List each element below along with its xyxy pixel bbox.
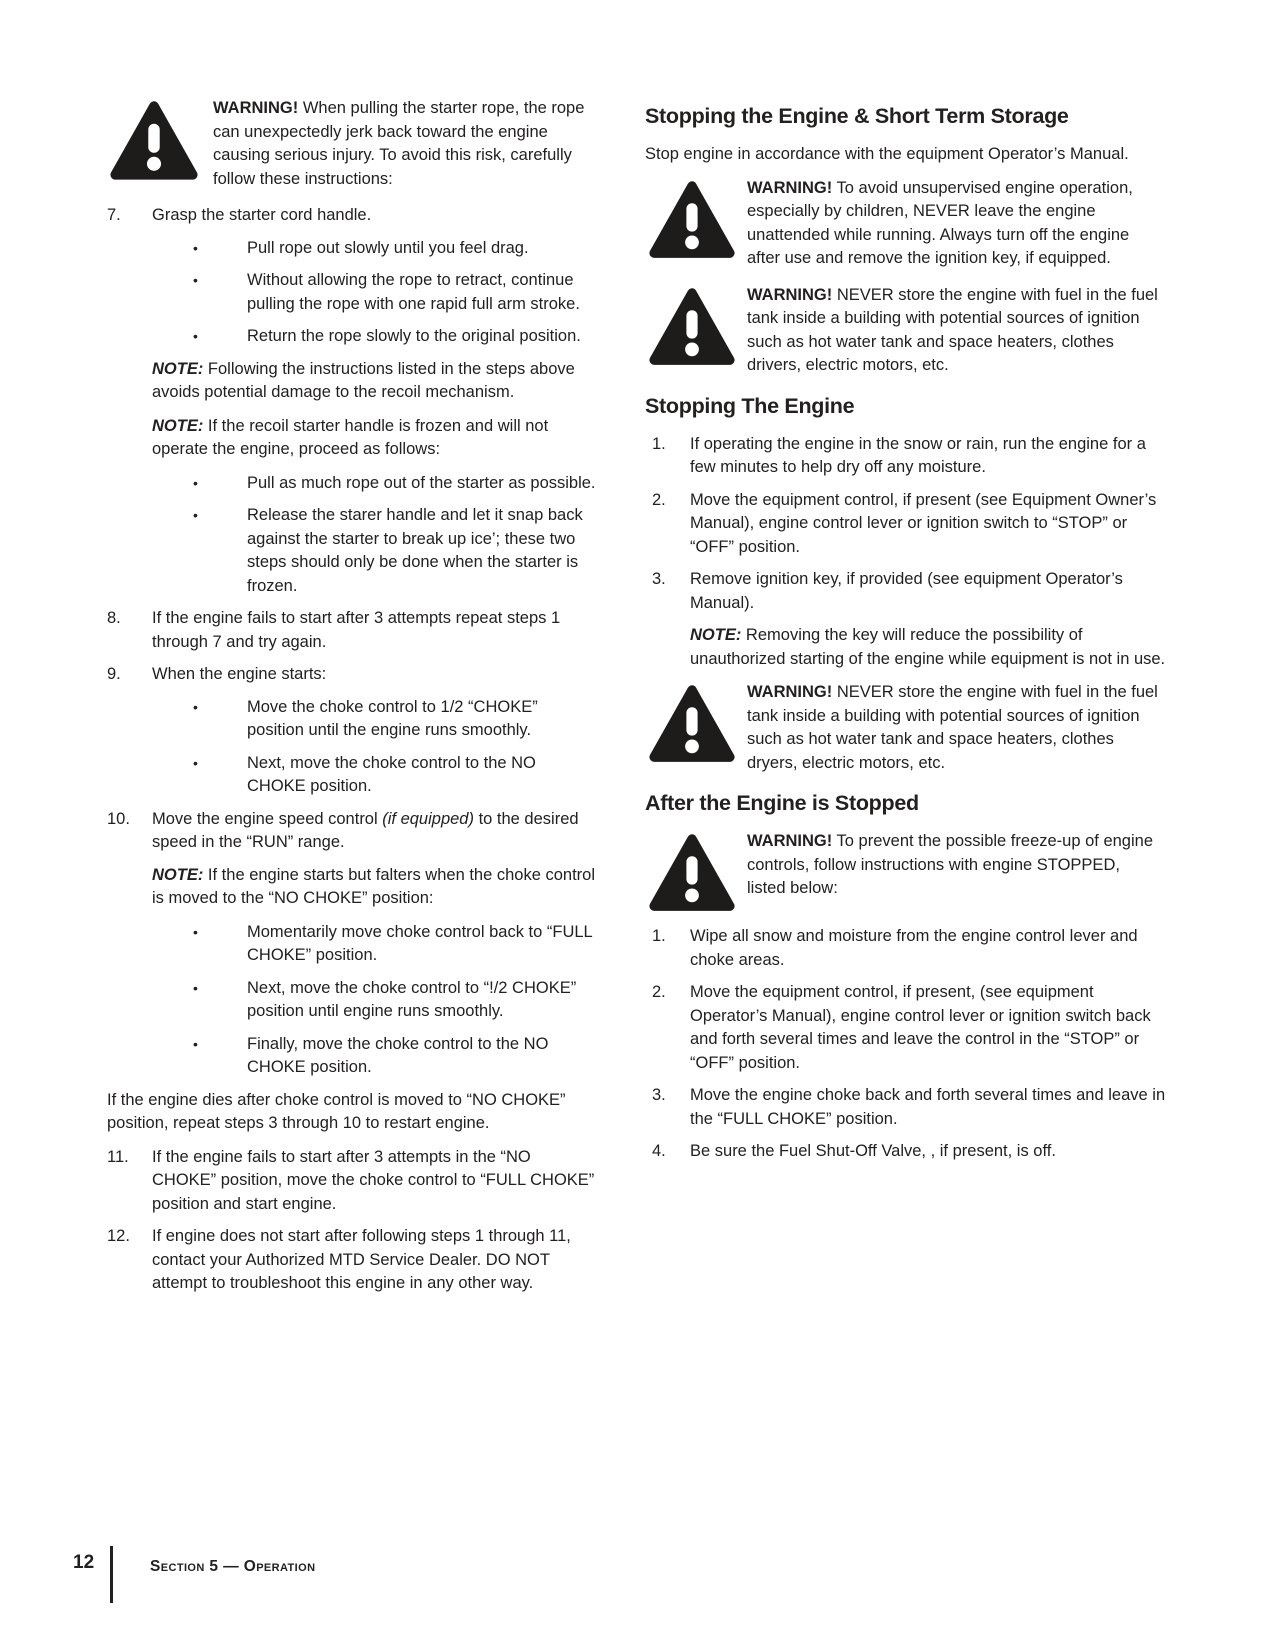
bullet-item (193, 1033, 597, 1080)
warning-body: NEVER store the engine with fuel in the fuel tank inside a building with potential sources of ignition such as hot water tank and space heaters, clothes dryers, electric motors, etc. (747, 683, 1158, 772)
numbered-item (652, 1084, 1172, 1131)
item-number: 1. (652, 927, 666, 946)
item-text (152, 808, 597, 855)
numbered-item (652, 981, 1172, 1075)
bullet-icon: • (193, 328, 198, 344)
numbered-item (652, 489, 1172, 560)
warning-block (645, 681, 1172, 775)
item-text-pre: Move the engine speed control (152, 809, 383, 828)
item-number: 9. (107, 665, 121, 683)
note-text: If the engine starts but falters when the choke control is moved to the “NO CHOKE” position: (152, 865, 595, 907)
item-text: Remove ignition key, if provided (see equipment Operator’s Manual). (690, 570, 1123, 612)
bullet-icon: • (193, 754, 198, 771)
bullet-text: Return the rope slowly to the original position. (247, 327, 581, 345)
bullet-icon: • (193, 923, 198, 940)
item-text: Move the equipment control, if present (see Equipment Owner’s Manual), engine control lever or ignition switch to “STOP” or “OFF” position. (690, 490, 1157, 556)
bullet-text: Finally, move the choke control to the NO CHOKE position. (247, 1034, 549, 1076)
note-paragraph (152, 864, 597, 911)
numbered-item (107, 607, 597, 654)
numbered-item (107, 204, 597, 228)
item-number: 12. (107, 1227, 130, 1245)
bullet-icon: • (193, 239, 198, 256)
numbered-item (107, 1146, 597, 1217)
numbered-item (652, 433, 1172, 480)
numbered-item (652, 925, 1172, 972)
bullet-text: Pull as much rope out of the starter as possible. (247, 473, 596, 492)
note-label: NOTE: (690, 626, 742, 644)
warning-label: WARNING! (213, 99, 299, 117)
bullet-text: Next, move the choke control to the NO CHOKE position. (247, 753, 536, 795)
bullet-icon: • (193, 698, 198, 715)
warning-body: NEVER store the engine with fuel in the fuel tank inside a building with potential sources of ignition such as hot water tank and space heaters, clothes drivers, electric motors, etc. (747, 285, 1158, 374)
item-text: Wipe all snow and moisture from the engine control lever and choke areas. (690, 927, 1138, 969)
bullet-text: Without allowing the rope to retract, continue pulling the rope with one rapid full arm stroke. (247, 271, 580, 313)
section-heading: After the Engine is Stopped (645, 791, 919, 815)
bullet-item (193, 237, 597, 261)
paragraph: Stop engine in accordance with the equipment Operator’s Manual. (645, 145, 1129, 163)
item-number: 10. (107, 809, 130, 828)
warning-body: To avoid unsupervised engine operation, especially by children, NEVER leave the engine unattended while running. Always turn off the engine after use and remove the ignition key, if equipped. (747, 178, 1133, 267)
item-text: If the engine fails to start after 3 attempts repeat steps 1 through 7 and try again. (152, 609, 561, 651)
warning-triangle-icon (649, 180, 735, 259)
bullet-icon: • (193, 474, 198, 491)
item-number: 8. (107, 609, 121, 627)
warning-block (107, 97, 597, 191)
note-paragraph (690, 624, 1172, 671)
item-text: If operating the engine in the snow or rain, run the engine for a few minutes to help dry off any moisture. (690, 434, 1146, 476)
warning-block (645, 177, 1172, 271)
bullet-item (193, 472, 597, 496)
left-column (107, 97, 597, 1305)
warning-label: WARNING! (747, 683, 833, 701)
footer-page-number: 12 (73, 1552, 95, 1573)
bullet-text: Momentarily move choke control back to “FULL CHOKE” position. (247, 922, 593, 964)
warning-block (645, 284, 1172, 378)
item-number: 1. (652, 434, 666, 453)
bullet-item (193, 977, 597, 1024)
note-label: NOTE: (152, 416, 204, 435)
numbered-item (652, 1140, 1172, 1164)
numbered-item (107, 1225, 597, 1296)
warning-body: When pulling the starter rope, the rope can unexpectedly jerk back toward the engine causing serious injury. To avoid this risk, carefully follow these instructions: (213, 99, 585, 188)
numbered-item (652, 568, 1172, 615)
note-text: If the recoil starter handle is frozen and will not operate the engine, proceed as follows: (152, 416, 549, 458)
warning-triangle-icon (110, 100, 198, 181)
item-text-post: to the desired speed in the “RUN” range. (152, 809, 579, 851)
warning-triangle-icon (649, 833, 735, 912)
note-text: Following the instructions listed in the steps above avoids potential damage to the recoil mechanism. (152, 359, 575, 401)
note-label: NOTE: (152, 865, 204, 884)
note-label: NOTE: (152, 359, 204, 378)
bullet-item (193, 269, 597, 316)
warning-label: WARNING! (747, 178, 833, 197)
warning-label: WARNING! (747, 285, 833, 304)
right-column (645, 103, 1172, 1173)
item-number: 3. (652, 1086, 666, 1105)
bullet-item (193, 752, 597, 799)
bullet-item (193, 504, 597, 598)
item-text: Move the engine choke back and forth several times and leave in the “FULL CHOKE” position. (690, 1086, 1166, 1128)
bullet-icon: • (193, 1035, 198, 1052)
section-heading: Stopping the Engine & Short Term Storage (645, 104, 1069, 128)
warning-label: WARNING! (747, 832, 833, 850)
footer-section-label: Section 5 — Operation (150, 1558, 316, 1575)
bullet-icon: • (193, 979, 198, 996)
item-text: Grasp the starter cord handle. (152, 206, 372, 224)
numbered-item (107, 808, 597, 855)
warning-triangle-icon (649, 684, 735, 763)
item-text: Be sure the Fuel Shut-Off Valve, , if present, is off. (690, 1142, 1056, 1161)
bullet-text: Next, move the choke control to “!/2 CHOKE” position until engine runs smoothly. (247, 978, 577, 1020)
item-text: If the engine fails to start after 3 attempts in the “NO CHOKE” position, move the choke control to “FULL CHOKE” position and start engine. (152, 1147, 595, 1213)
item-text: When the engine starts: (152, 665, 327, 683)
item-text: Move the equipment control, if present, (see equipment Operator’s Manual), engine control lever or ignition switch back and forth several times and leave the control in the “STOP” or “OFF” position. (690, 983, 1151, 1072)
item-number: 2. (652, 490, 666, 509)
bullet-text: Move the choke control to 1/2 “CHOKE” position until the engine runs smoothly. (247, 697, 538, 739)
item-number: 4. (652, 1142, 666, 1161)
bullet-item (193, 325, 597, 349)
bullet-icon: • (193, 507, 198, 523)
bullet-item (193, 696, 597, 743)
bullet-text: Release the starer handle and let it snap back against the starter to break up ice’; these two steps should only be done when the starter is frozen. (247, 506, 583, 595)
item-number: 3. (652, 570, 666, 588)
footer-divider-rule (110, 1546, 113, 1603)
warning-triangle-icon (649, 287, 735, 366)
note-paragraph (152, 415, 597, 462)
item-number: 2. (652, 983, 666, 1002)
item-number: 11. (107, 1147, 129, 1166)
item-text: If engine does not start after following steps 1 through 11, contact your Authorized MTD Service Dealer. DO NOT attempt to troubleshoot this engine in any other way. (152, 1227, 571, 1292)
item-text-italic: (if equipped) (382, 809, 474, 828)
bullet-text: Pull rope out slowly until you feel drag. (247, 238, 529, 257)
section-heading: Stopping The Engine (645, 393, 855, 418)
numbered-item (107, 663, 597, 687)
bullet-item (193, 921, 597, 968)
bullet-icon: • (193, 272, 198, 288)
paragraph: If the engine dies after choke control is moved to “NO CHOKE” position, repeat steps 3 through 10 to restart engine. (107, 1090, 566, 1132)
warning-block (645, 830, 1172, 912)
note-text: Removing the key will reduce the possibility of unauthorized starting of the engine while equipment is not in use. (690, 626, 1166, 668)
item-number: 7. (107, 206, 121, 224)
warning-body: To prevent the possible freeze-up of engine controls, follow instructions with engine STOPPED, listed below: (747, 832, 1153, 897)
note-paragraph (152, 358, 597, 405)
